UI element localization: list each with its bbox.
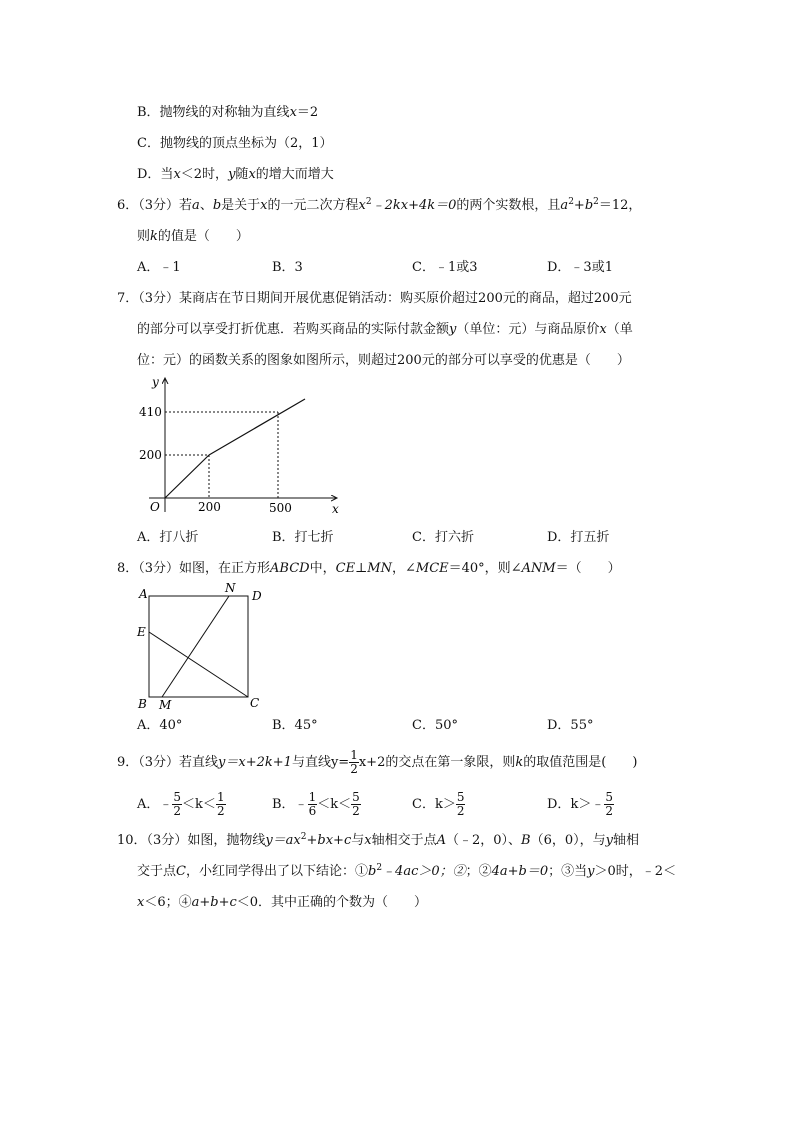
q6-option-a: A．﹣1 [137,260,181,275]
q10-stem-line1: 10．（3分）如图，抛物线$y=ax^2+bx+c$与x轴相交于点A（﹣2，0）、B（6，0），与y轴相 [117,832,640,848]
q9-option-c: C．k＞ $\frac{5}{2}$ [412,790,465,818]
q7-function-graph [125,372,355,520]
q9-stem: 9．（3分）若直线y＝x+2k+1与直线y= $\frac{1}{2}$ x+2的交点在第一象限，则k的取值范围是( ) [117,748,638,776]
q7-stem-line1: 7．（3分）某商店在节日期间开展优惠促销活动：购买原价超过200元的商品，超过200元 [117,291,632,306]
q9-option-b: B．﹣ $\frac{1}{6}$ ＜k＜ $\frac{5}{2}$ [272,790,360,818]
q7-option-b: B．打七折 [272,530,334,545]
y-axis-label: y [152,375,159,389]
q5-option-d: D．当x＜2时，y随x的增大而增大 [137,167,334,182]
q10-stem-line3: x＜6；④a+b+c＜0．其中正确的个数为（ ） [137,895,428,910]
q8-option-a: A．40° [137,718,183,733]
q5-option-c: C．抛物线的顶点坐标为（2，1） [137,136,333,151]
y-tick-200: 200 [139,448,162,462]
x-axis-label: x [332,502,339,516]
x-tick-200: 200 [198,500,221,514]
graph-segment-1 [165,455,209,498]
point-n-label: N [225,582,236,595]
q8-option-b: B．45° [272,718,318,733]
x-tick-500: 500 [269,501,292,515]
q8-option-c: C．50° [412,718,458,733]
point-a-label: A [139,587,148,601]
point-m-label: M [159,698,172,712]
y-tick-410: 410 [139,405,162,419]
q9-option-d: D．k＞﹣ $\frac{5}{2}$ [547,790,613,818]
square-abcd [149,596,248,697]
point-e-label: E [137,625,146,639]
q6-stem-line2: 则k的值是（ ） [137,229,249,244]
fraction-one-half: $\frac{1}{2}$ [350,748,358,776]
q10-stem-line2: 交于点C，小红同学得出了以下结论：$①b^2﹣4ac>0$；②；②4a+b＝0；③当y＞0时，﹣2＜ [137,863,677,879]
point-b-label: B [138,697,147,711]
q7-option-c: C．打六折 [412,530,474,545]
graph-segment-2 [209,399,305,455]
q8-stem: 8．（3分）如图，在正方形ABCD中，CE⊥MN，∠MCE＝40°，则∠ANM＝（ ） [117,561,621,576]
q7-option-d: D．打五折 [547,530,610,545]
q5-option-b: B．抛物线的对称轴为直线x＝2 [137,105,319,120]
q8-square-figure [132,582,272,714]
q7-stem-line2: 的部分可以享受打折优惠．若购买商品的实际付款金额y（单位：元）与商品原价x（单 [137,322,633,337]
q6-option-c: C．﹣1或3 [412,260,478,275]
q8-option-d: D．55° [547,718,594,733]
q9-option-a: A．﹣ $\frac{5}{2}$ ＜k＜ $\frac{1}{2}$ [137,790,225,818]
origin-label: O [150,500,160,514]
q6-option-b: B．3 [272,260,303,275]
segment-mn [162,596,229,697]
q7-stem-line3: 位：元）的函数关系的图象如图所示，则超过200元的部分可以享受的优惠是（ ） [137,353,630,368]
q7-option-a: A．打八折 [137,530,199,545]
q6-stem-line1: 6．（3分）若a、b是关于x的一元二次方程$x^2﹣2kx+4k=0$的两个实数根，且$a^2+b^2=12$， [117,197,642,213]
point-c-label: C [250,696,260,710]
q6-option-d: D．﹣3或1 [547,260,613,275]
point-d-label: D [252,589,262,603]
